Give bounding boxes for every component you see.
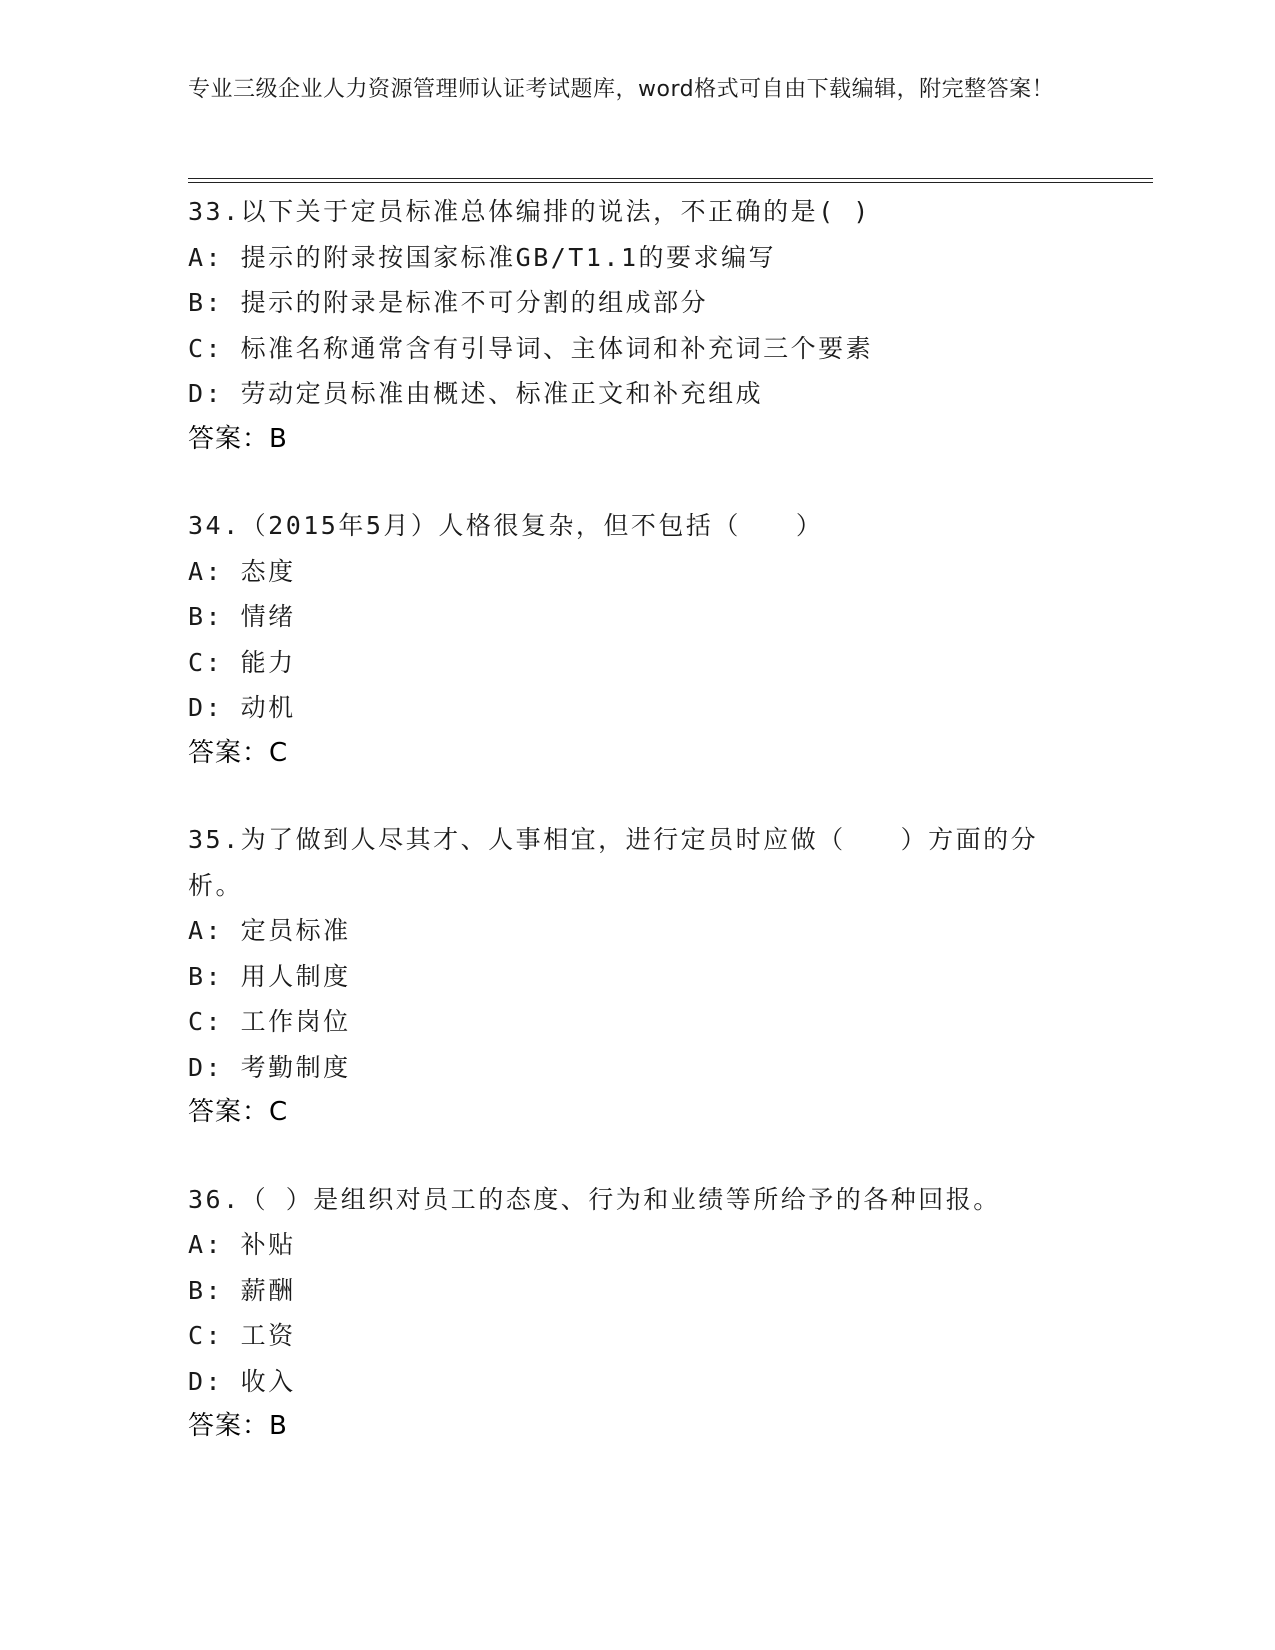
option-b: B: 情绪 (188, 602, 296, 631)
option-a: A: 提示的附录按国家标准GB/T1.1的要求编写 (188, 242, 777, 272)
question-list (188, 189, 1088, 1491)
question-stem: 35.为了做到人尽其才、人事相宜，进行定员时应做（ ）方面的分析。 (188, 825, 1039, 900)
option-a: A: 态度 (188, 556, 296, 586)
question-35 (188, 817, 1088, 1136)
question-stem: 36.（ ）是组织对员工的态度、行为和业绩等所给予的各种回报。 (188, 1184, 1001, 1214)
header-divider (188, 178, 1153, 183)
question-34 (188, 503, 1088, 776)
question-36 (188, 1177, 1088, 1450)
option-c: C: 标准名称通常含有引导词、主体词和补充词三个要素 (188, 333, 874, 363)
option-d: D: 考勤制度 (188, 1052, 351, 1082)
question-33 (188, 189, 1088, 462)
question-stem: 34.（2015年5月）人格很复杂，但不包括（ ） (188, 511, 824, 540)
option-a: A: 定员标准 (188, 916, 351, 945)
option-d: D: 动机 (188, 693, 296, 722)
option-c: C: 工资 (188, 1321, 296, 1350)
option-b: B: 用人制度 (188, 961, 351, 991)
question-stem: 33.以下关于定员标准总体编排的说法，不正确的是( ) (188, 197, 871, 226)
option-b: B: 薪酬 (188, 1275, 296, 1305)
answer-label: 答案：C (188, 1097, 289, 1127)
option-a: A: 补贴 (188, 1230, 296, 1259)
option-d: D: 劳动定员标准由概述、标准正文和补充组成 (188, 379, 764, 408)
answer-label: 答案：C (188, 737, 289, 768)
option-c: C: 能力 (188, 647, 296, 677)
option-b: B: 提示的附录是标准不可分割的组成部分 (188, 288, 709, 317)
option-d: D: 收入 (188, 1366, 296, 1396)
answer-label: 答案：B (188, 1411, 288, 1441)
option-c: C: 工作岗位 (188, 1007, 351, 1036)
answer-label: 答案：B (188, 423, 288, 454)
document-header: 专业三级企业人力资源管理师认证考试题库，word格式可自由下载编辑，附完整答案！ (188, 77, 1055, 102)
